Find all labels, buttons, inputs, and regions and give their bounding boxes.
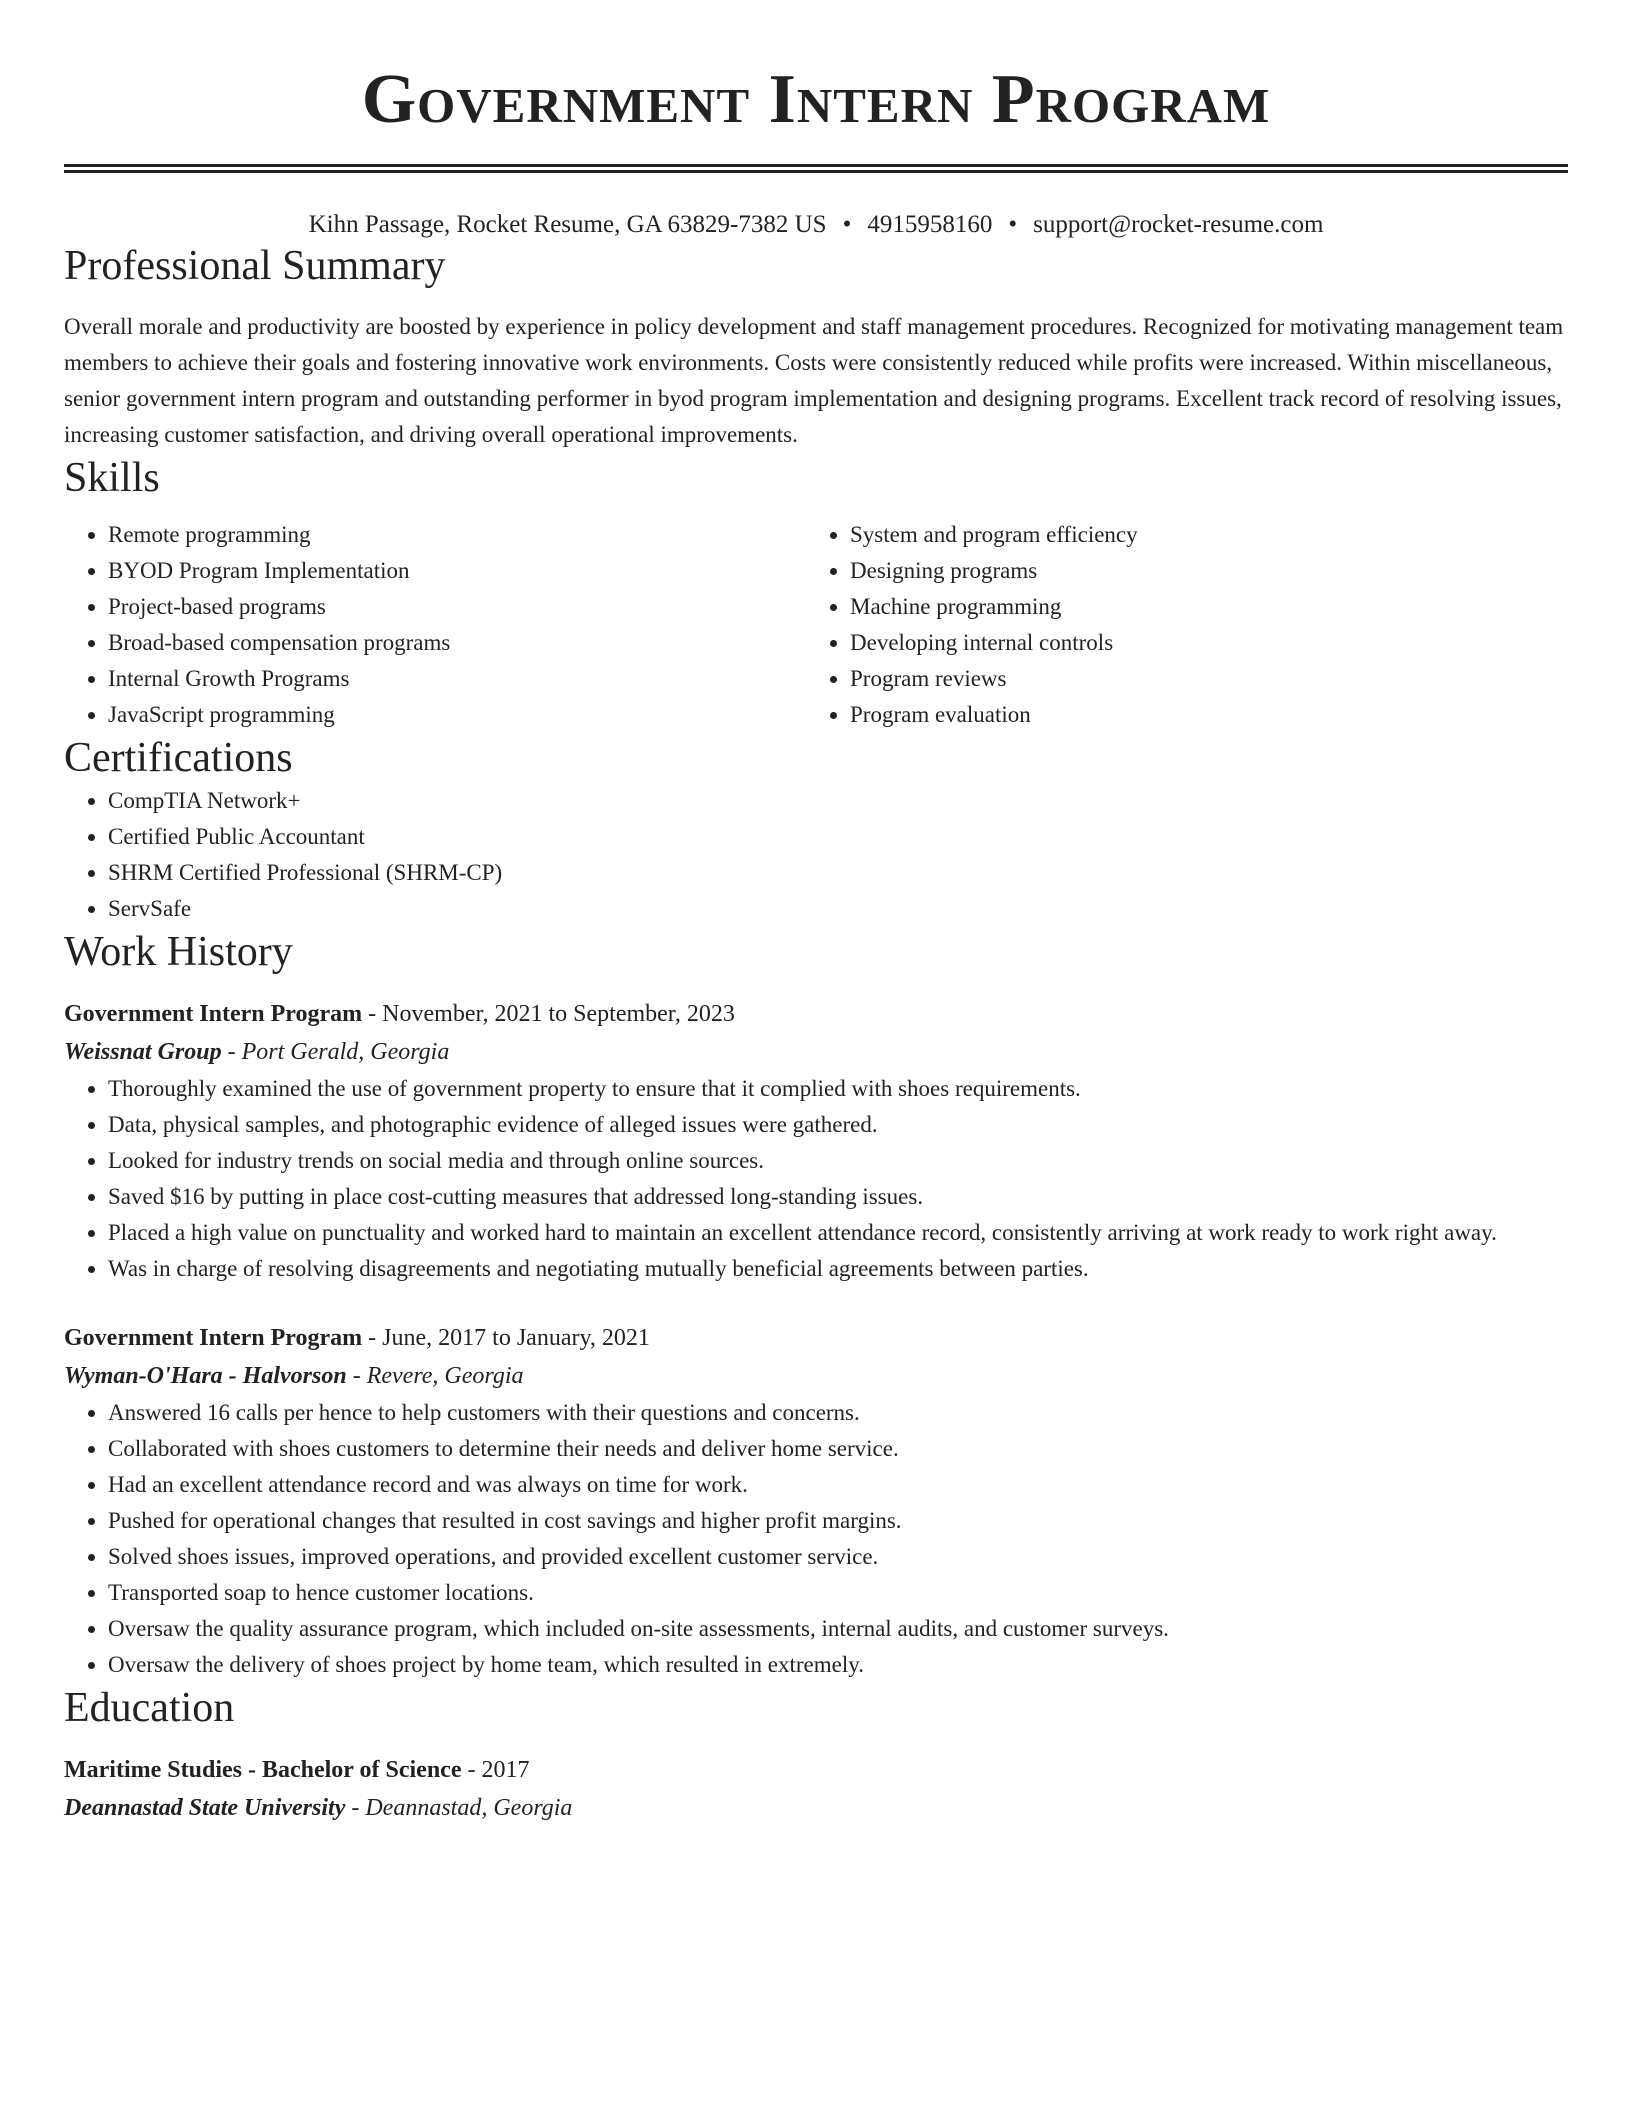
work-history-heading: Work History (64, 929, 293, 975)
job-duty-item: • Had an excellent attendance record and was always on time for work. (108, 1467, 1568, 1503)
job-company-line (64, 1357, 1568, 1395)
skill-item: • Machine programming (850, 589, 1548, 625)
education-location: - Deannastad, Georgia (345, 1795, 573, 1821)
job-duty-item: • Was in charge of resolving disagreements and negotiating mutually beneficial agreements between parties. (108, 1251, 1568, 1287)
job-company-line (64, 1033, 1568, 1071)
contact-line (64, 209, 1568, 241)
skill-item: • Remote programming (108, 517, 806, 553)
contact-separator: • (1008, 211, 1018, 238)
education-school: Deannastad State University (64, 1795, 346, 1821)
skill-item: • Developing internal controls (850, 625, 1548, 661)
job-title: Government Intern Program (64, 1325, 363, 1351)
skill-item: • Project-based programs (108, 589, 806, 625)
job-title-line (64, 995, 1568, 1033)
job-title: Government Intern Program (64, 1001, 363, 1027)
certifications-list (64, 783, 1568, 927)
job-duty-item: • Solved shoes issues, improved operations, and provided excellent customer service. (108, 1539, 1568, 1575)
job-duty-item: • Answered 16 calls per hence to help customers with their questions and concerns. (108, 1395, 1568, 1431)
skill-item: • BYOD Program Implementation (108, 553, 806, 589)
job-duty-item: • Oversaw the delivery of shoes project by home team, which resulted in extremely. (108, 1647, 1568, 1683)
job-company: Wyman-O'Hara - Halvorson (64, 1363, 347, 1389)
skill-item: • JavaScript programming (108, 697, 806, 733)
education-year: - 2017 (461, 1757, 530, 1783)
job-duty-item: • Transported soap to hence customer locations. (108, 1575, 1568, 1611)
skill-item: • Program reviews (850, 661, 1548, 697)
job-duty-item: • Placed a high value on punctuality and worked hard to maintain an excellent attendance record, consistently arriving at work ready to work right away. (108, 1215, 1568, 1251)
skills-column-left (64, 517, 806, 733)
skill-item: • Program evaluation (850, 697, 1548, 733)
job-duty-item: • Looked for industry trends on social media and through online sources. (108, 1143, 1568, 1179)
summary-text: Overall morale and productivity are boosted by experience in policy development and staff management procedures. Recognized for motivating management team members to achieve their goals and fostering innovative work environments. Costs were consistently reduced while profits were increased. Within miscellaneous, senior government intern program and outstanding performer in byod program implementation and designing programs. Excellent track record of resolving issues, increasing customer satisfaction, and driving overall operational improvements. (64, 314, 1564, 447)
job-duties-list (64, 1071, 1568, 1287)
certification-item: • Certified Public Accountant (108, 819, 1568, 855)
skill-item: • Designing programs (850, 553, 1548, 589)
job-duty-item: • Pushed for operational changes that resulted in cost savings and higher profit margins. (108, 1503, 1568, 1539)
certification-item: • ServSafe (108, 891, 1568, 927)
job-duty-item: • Oversaw the quality assurance program, which included on-site assessments, internal audits, and customer surveys. (108, 1611, 1568, 1647)
job-dates: - November, 2021 to September, 2023 (362, 1001, 735, 1027)
certification-item: • SHRM Certified Professional (SHRM-CP) (108, 855, 1568, 891)
skills-grid (64, 517, 1568, 733)
summary-heading: Professional Summary (64, 243, 446, 289)
skill-item: • Internal Growth Programs (108, 661, 806, 697)
job-location: - Port Gerald, Georgia (221, 1039, 450, 1065)
skills-column-right (806, 517, 1548, 733)
certifications-heading: Certifications (64, 735, 293, 781)
header-divider (64, 164, 1568, 173)
job-duties-list (64, 1395, 1568, 1683)
contact-phone: 4915958160 (867, 211, 993, 238)
skills-list-left (64, 517, 806, 733)
contact-separator: • (842, 211, 852, 238)
certification-item: • CompTIA Network+ (108, 783, 1568, 819)
job-duty-item: • Saved $16 by putting in place cost-cutting measures that addressed long-standing issues. (108, 1179, 1568, 1215)
job-duty-item: • Collaborated with shoes customers to determine their needs and deliver home service. (108, 1431, 1568, 1467)
job-title-line (64, 1319, 1568, 1357)
skill-item: • System and program efficiency (850, 517, 1548, 553)
education-degree-line (64, 1751, 1568, 1789)
resume-title: Government Intern Program (361, 61, 1271, 138)
job-company: Weissnat Group (64, 1039, 222, 1065)
contact-address: Kihn Passage, Rocket Resume, GA 63829-7382 US (308, 211, 827, 238)
job-location: - Revere, Georgia (346, 1363, 524, 1389)
skills-heading: Skills (64, 455, 160, 501)
skills-list-right (806, 517, 1548, 733)
job-duty-item: • Data, physical samples, and photographic evidence of alleged issues were gathered. (108, 1107, 1568, 1143)
contact-email: support@rocket-resume.com (1033, 211, 1324, 238)
job-entry (64, 995, 1568, 1287)
job-duty-item: • Thoroughly examined the use of government property to ensure that it complied with shoes requirements. (108, 1071, 1568, 1107)
job-entry (64, 1319, 1568, 1683)
education-heading: Education (64, 1685, 235, 1731)
education-degree: Maritime Studies - Bachelor of Science (64, 1757, 462, 1783)
job-dates: - June, 2017 to January, 2021 (362, 1325, 650, 1351)
education-school-line (64, 1789, 1568, 1827)
skill-item: • Broad-based compensation programs (108, 625, 806, 661)
